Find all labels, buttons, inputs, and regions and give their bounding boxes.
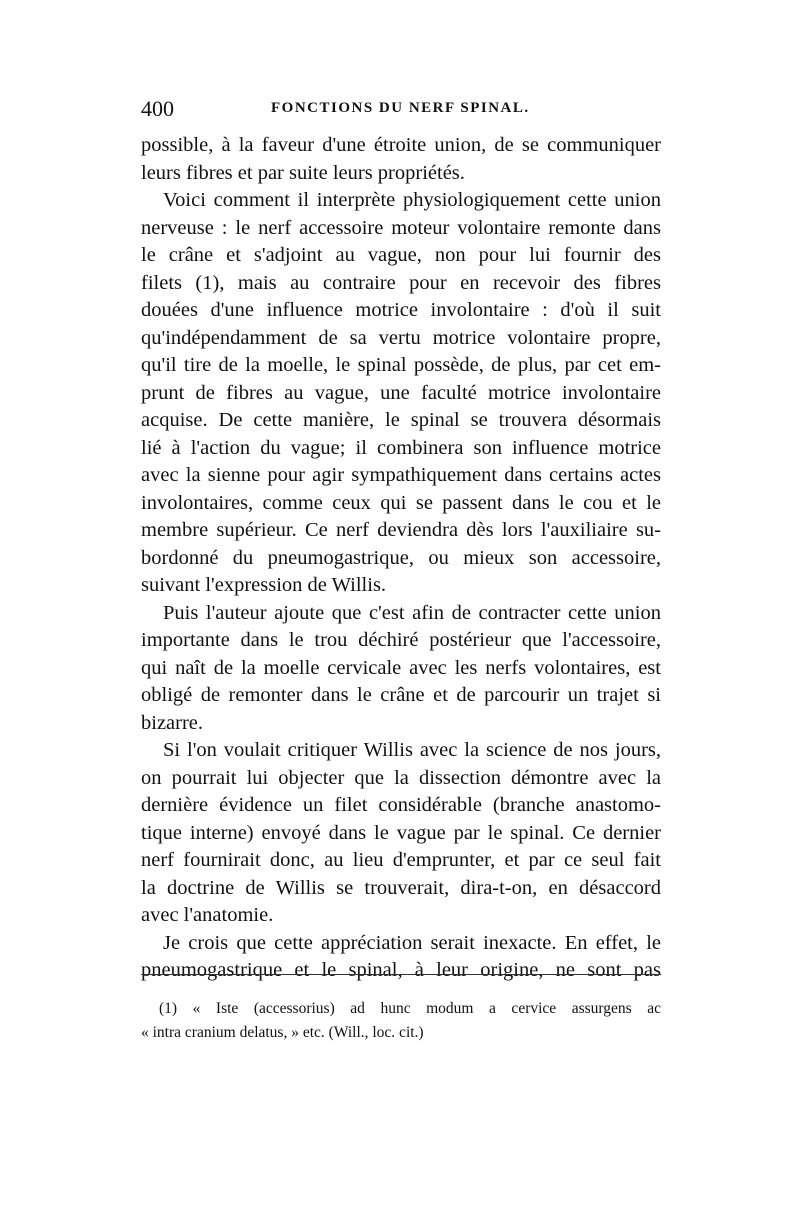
text-line: nerf fournirait donc, au lieu d'emprunter, et par ce seul fait: [141, 849, 661, 871]
text-line: acquise. De cette manière, le spinal se trouvera désormais: [141, 409, 661, 431]
running-title: FONCTIONS DU NERF SPINAL.: [271, 100, 530, 116]
text-line: Si l'on voulait critiquer Willis avec la science de nos jours,: [163, 739, 661, 761]
text-line: pneumogastrique et le spinal, à leur origine, ne sont pas: [141, 959, 661, 981]
footnote-line: (1) « Iste (accessorius) ad hunc modum a cervice assurgens ac: [159, 1000, 661, 1017]
text-line: avec l'anatomie.: [141, 904, 274, 926]
text-line: leurs fibres et par suite leurs propriétés.: [141, 161, 465, 184]
text-line: possible, à la faveur d'une étroite union, de se communiquer: [141, 134, 661, 156]
text-line: Puis l'auteur ajoute que c'est afin de contracter cette union: [163, 601, 661, 624]
text-line: qu'il tire de la moelle, le spinal possède, de plus, par cet em-: [141, 354, 661, 376]
text-line: le crâne et s'adjoint au vague, non pour lui fournir des: [141, 244, 661, 266]
text-line: douées d'une influence motrice involontaire : d'où il suit: [141, 299, 661, 321]
footnote-separator: [141, 974, 661, 975]
text-line: qui naît de la moelle cervicale avec les nerfs volontaires, est: [141, 656, 661, 679]
text-line: membre supérieur. Ce nerf deviendra dès lors l'auxiliaire su-: [141, 519, 661, 541]
text-line: dernière évidence un filet considérable (branche anastomo-: [141, 794, 661, 816]
text-line: la doctrine de Willis se trouverait, dira-t-on, en désaccord: [141, 876, 661, 899]
text-line: Je crois que cette appréciation serait inexacte. En effet, le: [163, 931, 661, 954]
text-line: Voici comment il interprète physiologiquement cette union: [163, 189, 661, 211]
text-line: prunt de fibres au vague, une faculté motrice involontaire: [141, 381, 661, 404]
text-line: on pourrait lui objecter que la dissection démontre avec la: [141, 766, 661, 789]
text-line: involontaires, comme ceux qui se passent dans le cou et le: [141, 491, 661, 514]
text-line: suivant l'expression de Willis.: [141, 574, 387, 596]
text-line: tique interne) envoyé dans le vague par le spinal. Ce dernier: [141, 821, 661, 844]
page-number: 400: [141, 96, 174, 121]
text-line: qu'indépendamment de sa vertu motrice volontaire propre,: [141, 326, 661, 349]
footnotes: [141, 997, 661, 1045]
footnote-line: « intra cranium delatus, » etc. (Will., loc. cit.): [141, 1024, 424, 1041]
text-line: obligé de remonter dans le crâne et de parcourir un trajet si: [141, 684, 661, 706]
body-text: [141, 132, 661, 985]
text-line: importante dans le trou déchiré postérieur que l'accessoire,: [141, 629, 661, 651]
text-line: bizarre.: [141, 711, 204, 734]
text-line: filets (1), mais au contraire pour en recevoir des fibres: [141, 271, 661, 294]
text-line: lié à l'action du vague; il combinera son influence motrice: [141, 436, 661, 459]
page-header: [141, 96, 661, 126]
text-line: bordonné du pneumogastrique, ou mieux son accessoire,: [141, 546, 661, 569]
text-line: avec la sienne pour agir sympathiquement dans certains actes: [141, 464, 661, 486]
text-line: nerveuse : le nerf accessoire moteur volontaire remonte dans: [141, 216, 661, 239]
